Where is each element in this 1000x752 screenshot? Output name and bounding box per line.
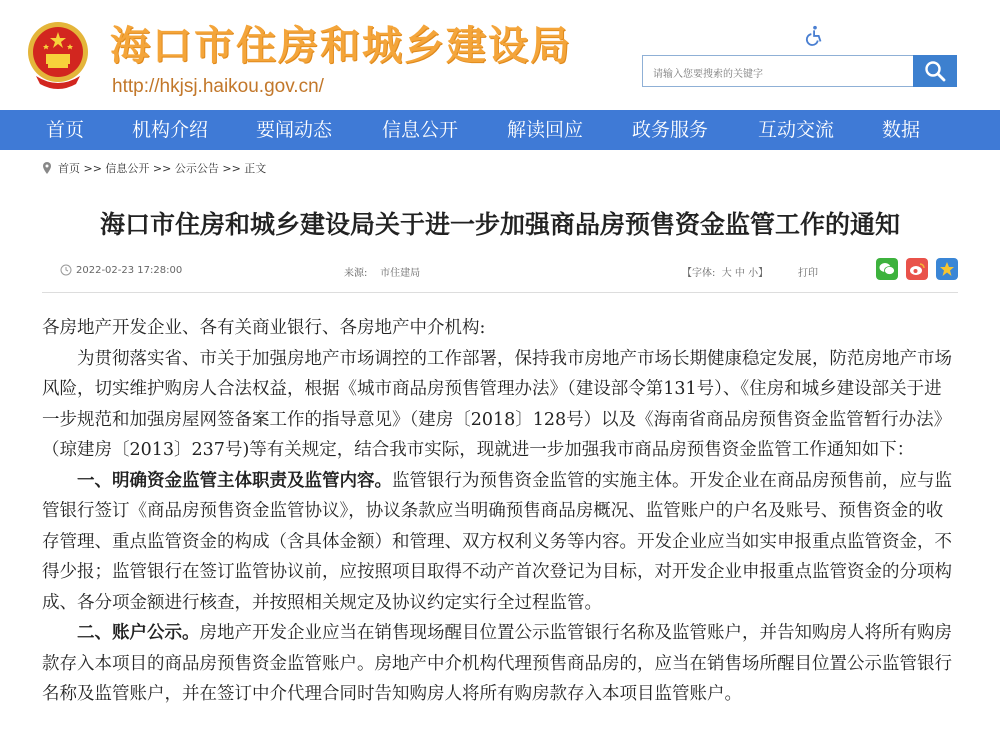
site-header [0, 0, 1000, 110]
paragraph-1-heading: 一、明确资金监管主体职责及监管内容。 [77, 470, 392, 491]
article-body [42, 313, 958, 710]
salutation: 各房地产开发企业、各有关商业银行、各房地产中介机构: [42, 318, 486, 338]
paragraph-1 [42, 466, 958, 619]
font-size-large[interactable]: 大 [721, 268, 732, 279]
article-title: 海口市住房和城乡建设局关于进一步加强商品房预售资金监管工作的通知 [99, 210, 900, 239]
nav-institution[interactable]: 机构介绍 [132, 119, 209, 141]
font-size-control [682, 264, 768, 279]
print-button[interactable]: 打印 [798, 268, 818, 279]
site-url[interactable]: http://hkjsj.haikou.gov.cn/ [112, 76, 324, 97]
nav-info-disclosure[interactable]: 信息公开 [382, 119, 459, 141]
nav-data[interactable]: 数据 [882, 119, 921, 141]
font-size-label: 【字体: [682, 268, 716, 279]
nav-services[interactable]: 政务服务 [632, 119, 709, 141]
accessibility-icon[interactable] [804, 24, 826, 46]
font-size-medium[interactable]: 中 [734, 268, 745, 279]
paragraph-1-body: 监管银行为预售资金监管的实施主体。开发企业在商品房预售前，应与监管银行签订《商品房预售资金监管协议》，协议条款应当明确预售商品房概况、监管账户的户名及账号、预售资金的收存管理、重点监管资金的构成（含具体金额）和管理、双方权利义务等内容。开发企业应当如实申报重点监管资金，不得少报；监管银行在签订监管协议前，应按照项目取得不动产首次登记为目标，对开发企业申报重点监管资金的分项构成、各分项金额进行核查，并按照相关规定及协议约定实行全过程监管。 [42, 470, 952, 613]
font-size-close: 】 [758, 268, 769, 279]
location-pin-icon [42, 162, 52, 174]
paragraph-2 [42, 618, 958, 710]
clock-icon [60, 264, 72, 276]
main-nav [0, 110, 1000, 150]
nav-interaction[interactable]: 互动交流 [758, 119, 835, 141]
publish-date-text: 2022-02-23 17:28:00 [76, 264, 183, 276]
nav-home[interactable]: 首页 [46, 119, 85, 141]
nav-interpretation[interactable]: 解读回应 [507, 119, 584, 141]
paragraph-intro: 为贯彻落实省、市关于加强房地产市场调控的工作部署，保持我市房地产市场长期健康稳定发展，防范房地产市场风险，切实维护购房人合法权益，根据《城市商品房预售管理办法》（建设部令第131号）、《住房和城乡建设部关于进一步规范和加强房屋网签备案工作的指导意见》（建房〔2018〕128号）以及《海南省商品房预售资金监管暂行办法》（琼建房〔2013〕237号)等有关规定，结合我市实际，现就进一步加强我市商品房预售资金监管工作通知如下： [42, 348, 952, 460]
breadcrumb [42, 160, 266, 176]
search-button[interactable] [913, 55, 957, 87]
font-size-small[interactable]: 小 [748, 268, 759, 279]
weibo-share-icon[interactable] [906, 258, 928, 280]
search-input[interactable]: 请输入您要搜索的关键字 [642, 55, 914, 87]
article-source: 来源: 市住建局 [344, 268, 421, 279]
site-title[interactable]: 海口市住房和城乡建设局 [110, 23, 572, 69]
nav-news[interactable]: 要闻动态 [256, 119, 333, 141]
wechat-share-icon[interactable] [876, 258, 898, 280]
qzone-share-icon[interactable] [936, 258, 958, 280]
article-meta [42, 258, 958, 286]
paragraph-2-heading: 二、账户公示。 [77, 623, 200, 643]
national-emblem-icon [26, 18, 90, 92]
publish-date [60, 264, 182, 276]
paragraph-2-body: 房地产开发企业应当在销售现场醒目位置公示监管银行名称及监管账户，并告知购房人将所有购房款存入本项目的商品房预售资金监管账户。房地产中介机构代理预售商品房的，应当在销售场所醒目位置公示监管银行名称及监管账户，并在签订中介代理合同时告知购房人将所有购房款存入本项目监管账户。 [42, 623, 952, 704]
breadcrumb-text[interactable]: 首页 >> 信息公开 >> 公示公告 >> 正文 [58, 162, 267, 175]
meta-divider [42, 292, 958, 293]
search-icon [924, 60, 946, 82]
